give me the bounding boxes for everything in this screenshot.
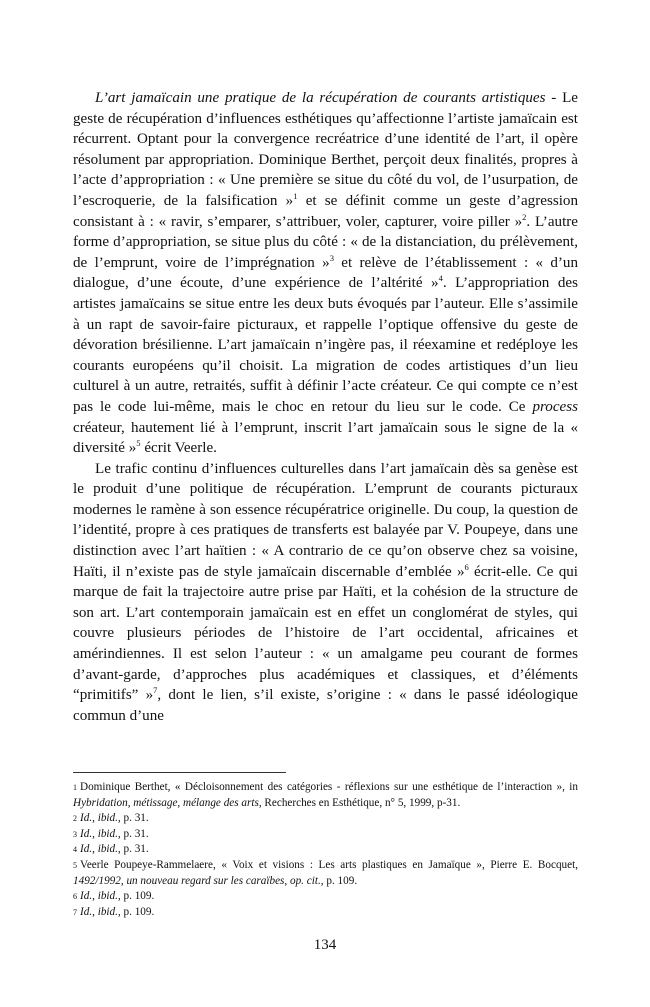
footnote-ref-3[interactable]: 3 <box>329 252 334 263</box>
footnote <box>73 811 578 827</box>
footnote-italic: Id., ibid., <box>80 827 121 840</box>
footnote-text: Veerle Poupeye-Rammelaere, « Voix et visions : Les arts plastiques en Jamaïque », Pierre E. Bocquet, <box>80 858 578 871</box>
paragraph-text: et se définit comme un geste d’agression consistant à : « ravir, s’emparer, s’attribuer, voler, capturer, voire piller » <box>73 192 578 230</box>
footnote-text: Dominique Berthet, « Décloisonnement des catégories - réflexions sur une esthétique de l’interaction », in <box>80 781 578 793</box>
footnote-text: , Recherches en Esthétique, n° 5, 1999, p-31. <box>258 796 461 809</box>
paragraph-text: Le trafic continu d’influences culturelles dans l’art jamaïcain dès sa genèse est le produit d’une politique de récupération. L’emprunt de courants picturaux modernes le ramène à son essence récupératrice originelle. Du coup, la question de l’identité, propre à ces pratiques de transferts est balayée par V. Poupeye, dans une distinction avec l’art haïtien : « A contrario de ce qu’on observe chez sa voisine, Haïti, il n’existe pas de style jamaïcain discernable d’emblée » <box>73 460 578 580</box>
footnote-text: p. 109. <box>120 905 155 918</box>
footnote <box>73 858 578 889</box>
footnote-ref-6[interactable]: 6 <box>464 561 469 572</box>
paragraph-text: . L’appropriation des artistes jamaïcains se situe entre les deux buts évoqués par l’auteur. Elle s’assimile à un rapt de savoir-faire picturaux, et rappelle l’optique offensive du geste de dévoration brésilienne. L’art jamaïcain n’ingère pas, il réexamine et redéploye les courants européens qu’il choisit. La migration de codes artistiques d’un lieu culturel à un autre, retraités, suffit à définir l’acte créateur. Ce qui compte ce n’est pas le code lui-même, mais le choc en retour du lieu sur le code. Ce <box>73 275 578 415</box>
footnote-ref-7[interactable]: 7 <box>153 685 158 696</box>
footnote-number: 7 <box>73 907 77 917</box>
footnote-text: p. 31. <box>120 812 149 825</box>
footnote-italic: Id., ibid., <box>80 890 121 903</box>
footnote <box>73 905 578 921</box>
footnote-number: 4 <box>73 845 77 855</box>
footnote <box>73 842 578 858</box>
footnote <box>73 889 578 905</box>
footnote-text: p. 109. <box>120 890 155 903</box>
footnote-italic: Id., ibid., <box>80 905 121 918</box>
footnote-number: 6 <box>73 892 77 902</box>
page-number: 134 <box>313 937 337 953</box>
footnote <box>73 780 578 811</box>
footnote-number: 1 <box>73 783 77 792</box>
footnote-italic: 1492/1992, un nouveau regard sur les caraïbes, op. cit., <box>73 874 324 887</box>
paragraph-text: , dont le lien, s’il existe, s’origine : « dans le passé idéologique commun d’une <box>73 687 578 724</box>
paragraph-text: . L’autre forme d’appropriation, se situe plus du côté : « de la distanciation, du prélèvement, de l’emprunt, voire de l’imprégnation » <box>73 213 578 271</box>
paragraph-1 <box>73 88 578 459</box>
paragraph-text: écrit Veerle. <box>140 440 217 457</box>
paragraph-text: et relève de l’établissement : « d’un dialogue, d’une écoute, d’une expérience de l’altérité » <box>73 254 579 292</box>
footnote-ref-2[interactable]: 2 <box>522 211 527 222</box>
footnote-italic: Id., ibid., <box>80 812 121 825</box>
footnote-number: 5 <box>73 860 77 870</box>
paragraph-text: écrit-elle. Ce qui marque de fait la trajectoire autre prise par Haïti, et la cohésion de la structure de son art. L’art contemporain jamaïcain est en effet un conglomérat de styles, qui couvre plusieurs périodes de l’histoire de l’art occidental, africaines et amérindiennes. Il est selon l’auteur : « un amalgame peu courant de formes d’avant-garde, d’approches plus académiques et classiques, et d’éléments “primitifs” » <box>73 563 579 704</box>
footnote-text: p. 31. <box>120 843 149 856</box>
paragraph-text: - Le geste de récupération d’influences esthétiques qu’affectionne l’artiste jamaïcain est récurrent. Optant pour la convergence recréatrice d’une identité de l’art, il opère résolument par appropriation. Dominique Berthet, perçoit deux finalités, propres à l’acte d’appropriation : « Une première se situe du côté du vol, de l’usurpation, de l’escroquerie, de la falsification » <box>73 90 578 209</box>
footnote-ref-5[interactable]: 5 <box>136 438 141 449</box>
footnote-italic: Hybridation, métissage, mélange des arts <box>73 796 259 809</box>
body-text <box>73 88 578 726</box>
footnote-number: 3 <box>73 829 77 839</box>
section-lead-title: L’art jamaïcain une pratique de la récupération de courants artistiques <box>95 90 546 106</box>
footnote-text: p. 109. <box>323 874 358 887</box>
footnote-italic: Id., ibid., <box>80 843 121 856</box>
italic-term: process <box>532 398 578 415</box>
footnote-ref-4[interactable]: 4 <box>438 273 443 284</box>
footnote-ref-1[interactable]: 1 <box>293 190 298 201</box>
paragraph-text: créateur, hautement lié à l’emprunt, inscrit l’art jamaïcain sous le signe de la « diversité » <box>73 419 578 457</box>
footnote-separator <box>73 772 286 773</box>
footnote-number: 2 <box>73 814 77 824</box>
paragraph-2 <box>73 459 578 727</box>
footnotes <box>73 780 578 920</box>
footnote <box>73 827 578 843</box>
footnote-text: p. 31. <box>120 827 149 840</box>
